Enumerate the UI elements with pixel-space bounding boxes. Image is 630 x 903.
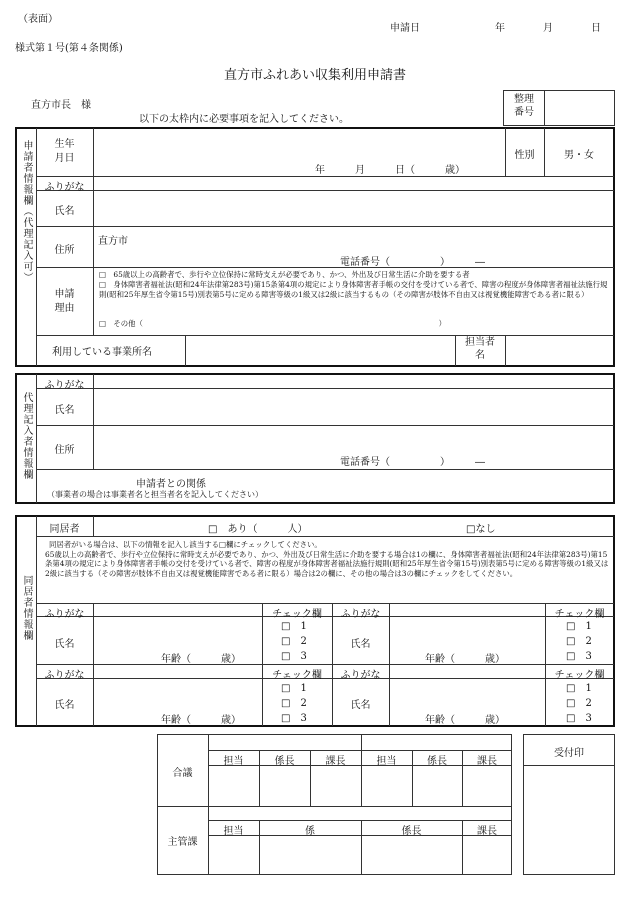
cohabitant-1-age-label[interactable]: 年齢（ 歳） — [161, 654, 241, 665]
cohabitant-yes-option[interactable]: □ あり（ 人） — [208, 524, 308, 535]
cohabitant-2-checkboxes[interactable]: □ 1 □ 2 □ 3 — [566, 621, 592, 662]
dept-col-3: 係長 — [401, 826, 422, 837]
form-number: 様式第１号(第４条関係) — [15, 43, 123, 54]
proxy-furigana-field[interactable] — [94, 375, 614, 388]
cohabitant-2-check-label: チェック欄 — [554, 609, 605, 620]
consult-col-4: 担当 — [376, 756, 397, 767]
applicant-phone-label[interactable]: 電話番号（ ） ― — [340, 257, 485, 268]
proxy-section-label: 代理記入者情報欄 — [21, 392, 32, 480]
dept-col-1: 担当 — [223, 826, 244, 837]
consult-col-1: 担当 — [223, 756, 244, 767]
date-day-label: 日 — [591, 23, 601, 34]
addressee: 直方市長 様 — [31, 100, 91, 111]
cohabitant-section-label: 同居者情報欄 — [21, 575, 32, 641]
consult-col-6: 課長 — [477, 756, 497, 767]
proxy-phone-label[interactable]: 電話番号（ ） ― — [340, 457, 485, 468]
reason-option-1[interactable]: □ 65歳以上の高齢者で、歩行や立位保持に常時支えが必要であり、かつ、外出及び日常生活に介助を要する者 — [99, 270, 470, 279]
reference-number-label: 整理 番号 — [514, 94, 534, 118]
proxy-name-label: 氏名 — [54, 405, 75, 416]
cohabitant-3-checkboxes[interactable]: □ 1 □ 2 □ 3 — [281, 683, 307, 724]
relation-label: 申請者との関係 — [136, 479, 206, 490]
reason-label: 申請 理由 — [54, 289, 75, 314]
cohabitant-4-checkboxes[interactable]: □ 1 □ 2 □ 3 — [566, 683, 592, 724]
dept-col-4: 課長 — [477, 826, 497, 837]
staff-name-field[interactable] — [506, 336, 614, 366]
reason-option-other[interactable]: □ その他（ ） — [99, 319, 446, 328]
cohabitant-3-age-label[interactable]: 年齢（ 歳） — [161, 715, 241, 726]
receipt-stamp-label: 受付印 — [554, 748, 584, 759]
cohabitant-4-check-label: チェック欄 — [554, 670, 605, 681]
cohabitant-2-furigana-label: ふりがな — [340, 609, 381, 620]
applicant-address-prefix[interactable]: 直方市 — [98, 236, 128, 247]
cohabitant-2-age-label[interactable]: 年齢（ 歳） — [425, 654, 505, 665]
front-side-label: （表面） — [18, 14, 58, 25]
instruction-text: 以下の太枠内に必要事項を記入してください。 — [139, 114, 349, 125]
applicant-furigana-label: ふりがな — [44, 182, 85, 193]
proxy-furigana-label: ふりがな — [44, 380, 85, 391]
birth-date-label: 生年 月日 — [54, 139, 75, 164]
applicant-address-label: 住所 — [54, 245, 75, 256]
cohabitant-3-furigana-label: ふりがな — [44, 670, 85, 681]
office-name-field[interactable] — [186, 336, 455, 366]
gender-label: 性別 — [514, 150, 535, 161]
cohabitant-3-name-label: 氏名 — [54, 700, 75, 711]
dept-col-2: 係 — [305, 826, 315, 837]
applicant-name-label: 氏名 — [54, 206, 75, 217]
dept-label: 主管課 — [167, 837, 198, 848]
cohabitant-4-name-label: 氏名 — [350, 700, 371, 711]
cohabitant-1-checkboxes[interactable]: □ 1 □ 2 □ 3 — [281, 621, 307, 662]
relation-note: （事業者の場合は事業者名と担当者名を記入してください） — [47, 490, 263, 499]
cohabitant-1-furigana-label: ふりがな — [44, 609, 85, 620]
proxy-address-label: 住所 — [54, 445, 75, 456]
consult-col-5: 係長 — [427, 756, 447, 767]
consult-col-2: 係長 — [274, 756, 295, 767]
consult-label: 合議 — [172, 768, 193, 779]
cohabitant-4-furigana-label: ふりがな — [340, 670, 381, 681]
consult-col-3: 課長 — [325, 756, 346, 767]
date-month-label: 月 — [543, 23, 553, 34]
applicant-section-label: 申請者情報欄（代理記入可） — [21, 140, 32, 283]
cohabitant-2-name-label: 氏名 — [350, 639, 371, 650]
cohabitant-4-age-label[interactable]: 年齢（ 歳） — [425, 715, 505, 726]
application-date-label: 申請日 — [390, 23, 420, 34]
cohabitant-label: 同居者 — [49, 524, 80, 535]
proxy-name-field[interactable] — [94, 389, 614, 425]
applicant-name-field[interactable] — [94, 191, 614, 226]
birth-date-field[interactable]: 年 月 日（ 歳） — [315, 165, 465, 176]
reference-number-field[interactable] — [545, 91, 614, 125]
gender-options[interactable]: 男・女 — [564, 150, 594, 161]
cohabitant-instructions: 同居者がいる場合は、以下の情報を記入し該当する□欄にチェックしてください。 65歳以上の高齢者で、歩行や立位保持に常時支えが必要であり、かつ、外出及び日常生活に介助を要する場合は1の欄に、身体障害者福祉法(昭和24年法律第283号)第15条第4項の規定により身体障害者手帳の交付を受けている者で、障害の程度が身体障害者福祉法施行規則(昭和25年厚生省令第15号)別表第5号に定める障害等級の1級又は2級に該当する（その障害が肢体不自由又は視覚機能障害である者に限る）場合は2の欄に、その他の場合は3の欄にチェックをしてください。 — [45, 540, 609, 578]
cohabitant-1-check-label: チェック欄 — [272, 609, 322, 620]
office-name-label: 利用している事業所名 — [52, 347, 152, 358]
cohabitant-no-option[interactable]: □なし — [466, 524, 496, 535]
cohabitant-3-check-label: チェック欄 — [272, 670, 322, 681]
form-title: 直方市ふれあい収集利用申請書 — [223, 68, 406, 83]
date-year-label: 年 — [495, 23, 505, 34]
staff-name-label: 担当者 名 — [465, 337, 495, 361]
cohabitant-1-name-label: 氏名 — [54, 639, 75, 650]
reason-option-2[interactable]: □ 身体障害者福祉法(昭和24年法律第283号)第15条第4項の規定により身体障害者手帳の交付を受けている者で、障害の程度が身体障害者福祉法施行規則(昭和25年厚生省令第15号)別表第5号に定める障害等級の1級又は2級に該当するもの（その障害が肢体不自由又は視覚機能障害である者に限る） — [99, 280, 608, 299]
applicant-furigana-field[interactable] — [94, 177, 614, 190]
